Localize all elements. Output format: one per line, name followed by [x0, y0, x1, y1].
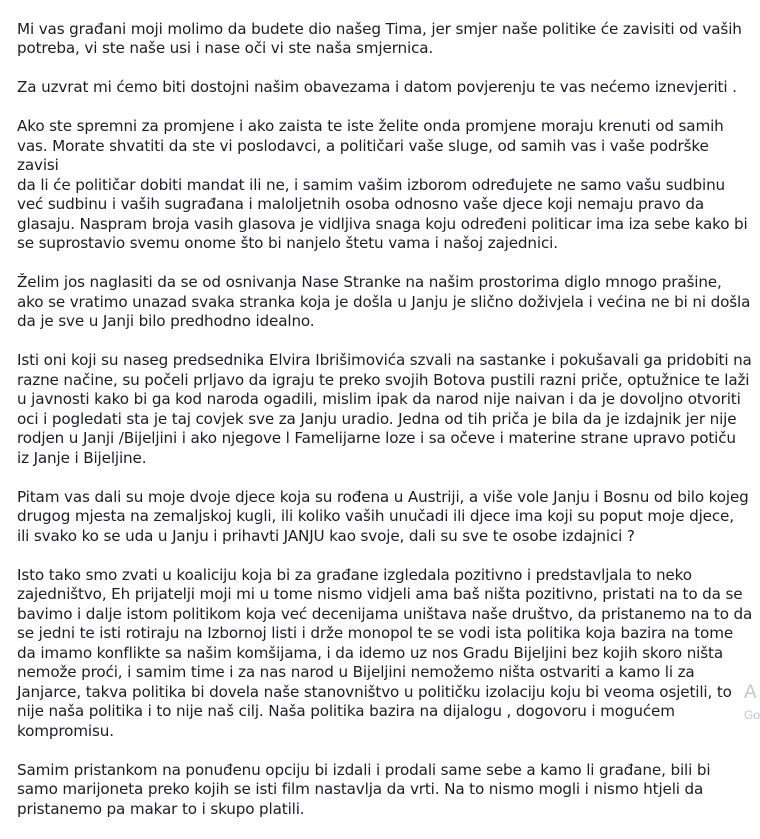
- post-paragraph-3: Ako ste spremni za promjene i ako zaista te iste želite onda promjene moraju krenuti od samih vas. Morate shvatiti da ste vi poslodavci, a političari vaše sluge, od samih vas i vaše podrške zavisi da li će političar dobiti mandat ili ne, i samim vašim izborom određujete ne samo vašu sudbinu već sudbinu i vaših sugrađana i maloljetnih osoba odnosno vaše djece koji nemaju pravo da glasaju. Naspram broja vasih glasova je vidljiva snaga koju određeni politicar ima iza sebe kako bi se suprostavio svemu onome što bi nanjelo štetu vama i našoj zajednici.: [17, 117, 748, 252]
- post-paragraph-2: Za uzvrat mi ćemo biti dostojni našim obavezama i datom povjerenju te vas nećemo iznevjeriti .: [17, 78, 737, 96]
- post-paragraph-1: Mi vas građani moji molimo da budete dio našeg Tima, jer smjer naše politike će zavisiti od vaših potreba, vi ste naše usi i nase oči vi ste naša smjernica.: [17, 19, 742, 57]
- post-paragraph-8: Samim pristankom na ponuđenu opciju bi izdali i prodali same sebe a kamo li građane, bili bi samo marijoneta preko kojih se isti film nastavlja da vrti. Na to nismo mogli i nismo htjeli da pristanemo pa makar to i skupo platili.: [17, 760, 711, 818]
- post-paragraph-6: Pitam vas dali su moje dvoje djece koja su rođena u Austriji, a više vole Janju i Bosnu od bilo kojeg drugog mjesta na zemaljskoj kugli, ili koliko vaših unučadi ili djece ima koji su poput moje djece, ili svako ko se uda u Janju i prihavti JANJU kao svoje, dali su sve te osobe izdajnici ?: [17, 487, 749, 545]
- post-paragraph-5: Isti oni koji su naseg predsednika Elvira Ibrišimovića szvali na sastanke i pokušavali ga pridobiti na razne načine, su počeli prljavo da igraju te preko svojih Botova pustili razni priče, optužnice te laži u javnosti kako bi ga kod naroda ogadili, mislim ipak da narod nije naivan i da je dovoljno otvoriti oci i pogledati sta je taj covjek sve za Janju uradio. Jedna od tih priča je bila da je izdajnik jer nije rodjen u Janji /Bijeljini i ako njegove l Famelijarne loze i sa očeve i materine strane upravo potiču iz Janje i Bijeljine.: [17, 351, 752, 467]
- post-text: [17, 0, 755, 839]
- post-paragraph-4: Želim jos naglasiti da se od osnivanja Nase Stranke na našim prostorima diglo mnogo prašine, ako se vratimo unazad svaka stranka koja je došla u Janju je slično doživjela i većina ne bi ni došla da je sve u Janji bilo predhodno idealno.: [17, 273, 751, 330]
- side-overlay-letter: A: [744, 682, 757, 703]
- side-overlay-text: Go: [744, 708, 760, 722]
- post-paragraph-7: Isto tako smo zvati u koaliciju koja bi za građane izgledala pozitivno i predstavljala to neko zajedništvo, Eh prijatelji moji mi u tome nismo vidjeli ama baš ništa pozitivno, pristati na to da se bavimo i dalje istom politikom koja već decenijama uništava naše društvo, da pristanemo na to da se jedni te isti rotiraju na Izbornoj listi i drže monopol te se vodi ista politika koja bazira na tome da imamo konflikte sa našim komšijama, i da idemo uz nos Gradu Bijeljini bez kojih skoro ništa nemože proći, i samim time i za nas narod u Bijeljini nemožemo ništa ostvariti a kamo li za Janjarce, takva politika bi dovela naše stanovništvo u političku izolaciju koju bi veoma osjetili, to nije naša politika i to nije naš cilj. Naša politika bazira na dijalogu , dogovoru i mogućem kompromisu.: [17, 565, 753, 740]
